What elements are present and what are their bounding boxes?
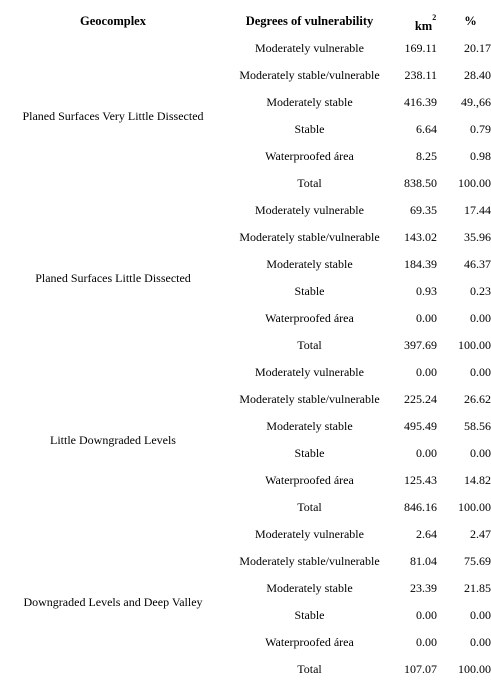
table-row (0, 197, 491, 224)
percent-cell: 17.44 (464, 203, 491, 217)
area-cell: 0.00 (416, 608, 437, 622)
area-cell: 0.00 (416, 446, 437, 460)
area-cell: 238.11 (404, 68, 437, 82)
area-cell: 0.00 (416, 311, 437, 325)
percent-cell: 100.00 (458, 500, 491, 514)
percent-cell: 21.85 (464, 581, 491, 595)
degree-cell: Waterproofed área (265, 311, 354, 325)
degree-cell: Moderately stable/vulnerable (239, 392, 380, 406)
percent-cell: 28.40 (464, 68, 491, 82)
area-cell: 838.50 (404, 176, 437, 190)
percent-cell: 100.00 (458, 338, 491, 352)
percent-cell: 0.79 (470, 122, 491, 136)
percent-cell: 100.00 (458, 662, 491, 676)
area-cell: 81.04 (410, 554, 437, 568)
percent-cell: 26.62 (464, 392, 491, 406)
degree-cell: Total (297, 176, 322, 190)
area-cell: 495.49 (404, 419, 437, 433)
degree-cell: Stable (294, 446, 325, 460)
table-row (0, 35, 491, 62)
degree-cell: Moderately stable (266, 95, 353, 109)
area-cell: 23.39 (410, 581, 437, 595)
percent-header: % (464, 14, 477, 28)
area-unit: km (414, 19, 433, 33)
geocomplex-cell: Little Downgraded Levels (50, 432, 176, 447)
percent-cell: 0.00 (470, 635, 491, 649)
degree-cell: Waterproofed área (265, 635, 354, 649)
area-header (393, 8, 442, 35)
percent-cell: 0.00 (470, 446, 491, 460)
percent-cell: 0.23 (470, 284, 491, 298)
degree-cell: Moderately vulnerable (255, 365, 364, 379)
percent-cell: 46.37 (464, 257, 491, 271)
header-row (0, 8, 491, 35)
percent-cell: 49.,66 (461, 95, 491, 109)
table-row (0, 521, 491, 548)
degree-cell: Moderately vulnerable (255, 41, 364, 55)
degrees-header: Degrees of vulnerability (245, 14, 374, 28)
degree-cell: Total (297, 338, 322, 352)
percent-cell: 0.00 (470, 311, 491, 325)
percent-cell: 75.69 (464, 554, 491, 568)
degree-cell: Moderately stable (266, 419, 353, 433)
degree-cell: Moderately stable (266, 257, 353, 271)
area-cell: 169.11 (404, 41, 437, 55)
percent-cell: 35.96 (464, 230, 491, 244)
area-cell: 143.02 (404, 230, 437, 244)
area-cell: 0.93 (416, 284, 437, 298)
degree-cell: Stable (294, 284, 325, 298)
degree-cell: Moderately stable/vulnerable (239, 230, 380, 244)
geocomplex-cell: Downgraded Levels and Deep Valley (23, 594, 203, 609)
area-cell: 184.39 (404, 257, 437, 271)
area-cell: 125.43 (404, 473, 437, 487)
percent-cell: 58.56 (464, 419, 491, 433)
table-row (0, 359, 491, 386)
degree-cell: Moderately vulnerable (255, 203, 364, 217)
geocomplex-cell: Planed Surfaces Very Little Dissected (22, 108, 204, 123)
percent-cell: 20.17 (464, 41, 491, 55)
degree-cell: Waterproofed área (265, 149, 354, 163)
degree-cell: Stable (294, 608, 325, 622)
area-cell: 6.64 (416, 122, 437, 136)
percent-cell: 0.00 (470, 365, 491, 379)
geocomplex-cell: Planed Surfaces Little Dissected (35, 270, 191, 285)
degree-cell: Moderately stable/vulnerable (239, 554, 380, 568)
table-header (0, 8, 491, 35)
degree-cell: Stable (294, 122, 325, 136)
area-cell: 397.69 (404, 338, 437, 352)
percent-cell: 0.00 (470, 608, 491, 622)
degree-cell: Moderately stable (266, 581, 353, 595)
degree-cell: Total (297, 662, 322, 676)
area-cell: 8.25 (416, 149, 437, 163)
degree-cell: Total (297, 500, 322, 514)
area-cell: 225.24 (404, 392, 437, 406)
table-body (0, 35, 491, 683)
degree-cell: Moderately vulnerable (255, 527, 364, 541)
area-cell: 0.00 (416, 635, 437, 649)
percent-cell: 14.82 (464, 473, 491, 487)
vulnerability-table (0, 8, 491, 683)
percent-cell: 0.98 (470, 149, 491, 163)
area-cell: 2.64 (416, 527, 437, 541)
geocomplex-header: Geocomplex (80, 14, 146, 28)
area-unit-exponent: 2 (432, 13, 437, 22)
area-cell: 107.07 (404, 662, 437, 676)
area-cell: 69.35 (410, 203, 437, 217)
degree-cell: Moderately stable/vulnerable (239, 68, 380, 82)
area-cell: 0.00 (416, 365, 437, 379)
percent-cell: 100.00 (458, 176, 491, 190)
area-cell: 416.39 (404, 95, 437, 109)
degree-cell: Waterproofed área (265, 473, 354, 487)
percent-cell: 2.47 (470, 527, 491, 541)
area-cell: 846.16 (404, 500, 437, 514)
